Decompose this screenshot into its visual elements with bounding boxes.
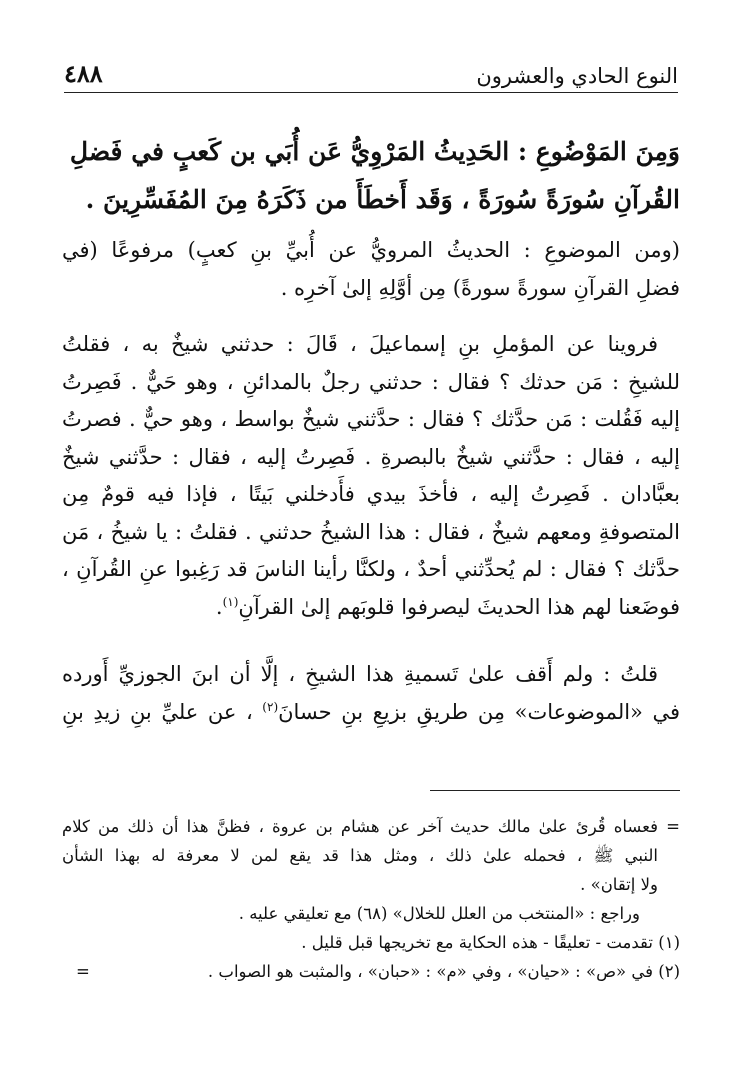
text-line <box>62 694 680 732</box>
text-line: حدَّثك ؟ فقال : لم يُحدِّثني أحدٌ ، ولكنَّا رأينا الناسَ قد رَغِبوا عنِ القُرآنِ ، <box>62 557 680 581</box>
matn-line: وَمِنَ المَوْضُوعِ : الحَدِيثُ المَرْوِيُّ عَن أُبَي بن كَعبٍ في فَضلِ <box>69 137 680 166</box>
text-line: للشيخِ : مَن حدثك ؟ فقال : حدثني رجلٌ بالمدائنِ ، وهو حَيٌّ . فَصِرتُ <box>62 369 680 394</box>
running-title: النوع الحادي والعشرون <box>476 64 678 88</box>
matn-text <box>62 128 680 224</box>
footnote-2 <box>62 957 680 986</box>
text-line: المتصوفةِ ومعهم شيخٌ ، فقال : هذا الشيخُ حدثني . فقلتُ : يا شيخُ ، مَن <box>62 519 680 544</box>
footnote-1: (١) تقدمت - تعليقًا - هذه الحكاية مع تخريجها قبل قليل . <box>301 933 680 952</box>
footnote-text: (٢) في «ص» : «حيان» ، وفي «م» : «حبان» ، والمثبت هو الصواب . <box>207 962 680 981</box>
text-line: إليه فَقُلت : مَن حدَّثك ؟ فقال : حدَّثني شيخٌ بواسط ، وهو حيٌّ . فصرتُ <box>62 407 680 431</box>
footnotes <box>62 812 680 986</box>
footnote-text: فعساه قُرئ علىٰ مالك حديث آخر عن هشام بن عروة ، فظنَّ هذا أن ذلك من كلام <box>62 817 658 836</box>
page-header <box>64 56 678 93</box>
commentary-paragraph-3 <box>62 656 680 731</box>
text-segment: فوضَعنا لهم هذا الحديثَ ليصرفوا قلوبَهم إلىٰ القرآنِ <box>238 594 680 619</box>
text-line <box>62 589 680 627</box>
footnote-line: وراجع : «المنتخب من العلل للخلال» (٦٨) مع تعليقي عليه . <box>238 904 640 923</box>
commentary-paragraph-2 <box>62 326 680 626</box>
footnote-line: النبي ﷺ ، فحمله علىٰ ذلك ، ومثل هذا قد يقع لمن لا معرفة له بهذا الشأن <box>62 846 658 865</box>
matn-line: القُرآنِ سُورَةً سُورَةً ، وَقَد أَخطَأَ من ذَكَرَهُ مِنَ المُفَسِّرِينَ . <box>85 185 680 214</box>
text-line: قلتُ : ولم أَقف علىٰ تَسميةِ هذا الشيخِ ، إلَّا أن ابنَ الجوزيِّ أَورده <box>62 662 658 686</box>
text-line: فروينا عن المؤملِ بنِ إسماعيلَ ، قَالَ : حدثني شيخٌ به ، فقلتُ <box>62 332 658 356</box>
text-line: فضلِ القرآنِ سورةً سورةً) مِن أوَّلِهِ إلىٰ آخرِه . <box>280 275 680 300</box>
text-segment: في «الموضوعات» مِن طريقِ بزيعِ بنِ حسانَ <box>278 699 681 724</box>
commentary-paragraph-1 <box>62 232 680 307</box>
continuation-mark: = <box>76 962 90 981</box>
text-segment: . <box>215 594 223 619</box>
footnote-ref: (١) <box>222 594 239 609</box>
footnote-separator <box>430 790 680 791</box>
text-line: إليه ، فقال : حدَّثني شيخٌ بالبصرةِ . فَصِرتُ إليه ، فقال : حدَّثني شيخٌ <box>62 444 680 469</box>
page-number: ٤٨٨ <box>64 59 103 88</box>
text-line: (ومن الموضوعِ : الحديثُ المرويُّ عن أُبيِّ بنِ كعبٍ) مرفوعًا (في <box>62 238 680 262</box>
footnote-line: ولا إتقان» . <box>580 875 658 894</box>
continuation-mark: = <box>666 817 680 836</box>
footnote-line <box>62 812 680 841</box>
footnote-ref: (٢) <box>262 699 279 714</box>
text-line: بعبَّادان . فَصِرتُ إليه ، فأخذَ بيدي فأَدخلني بَيتًا ، فإذا فيه قومٌ مِن <box>62 482 680 506</box>
text-segment: ، عن عليِّ بنِ زيدِ بنِ <box>62 699 253 724</box>
